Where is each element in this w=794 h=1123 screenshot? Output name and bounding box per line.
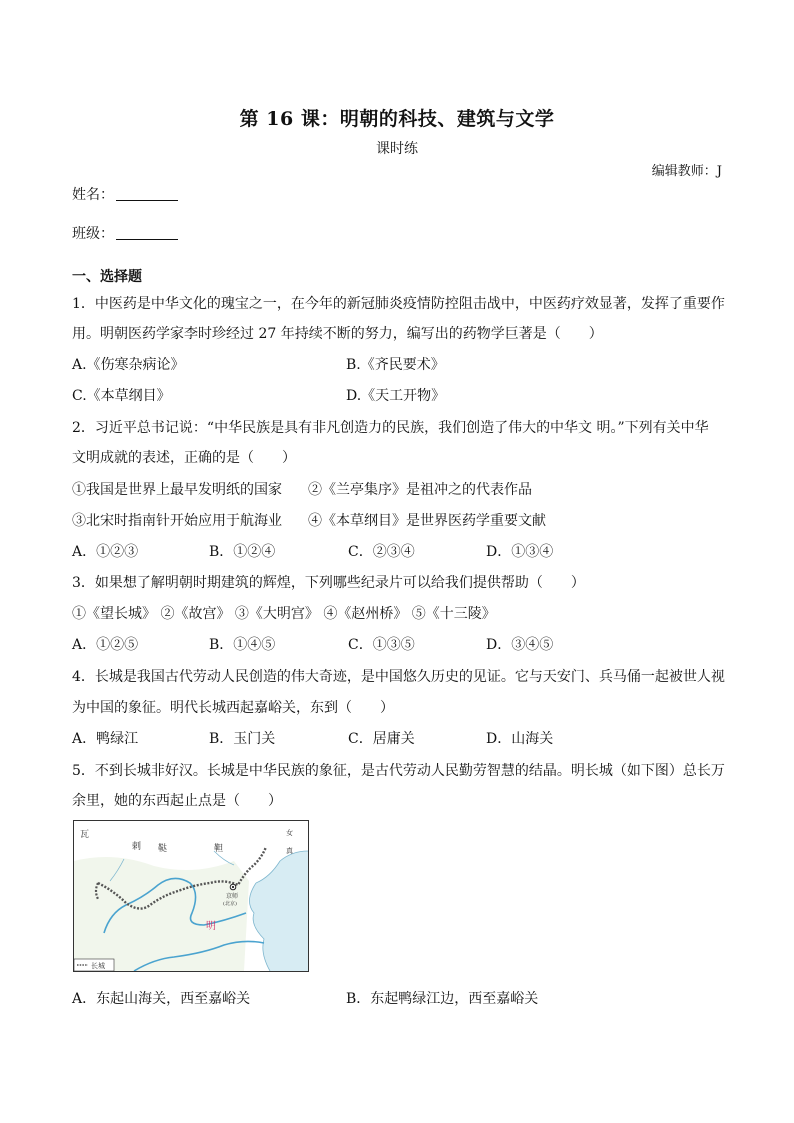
q5-option-b[interactable]: B．东起鸭绿江边，西至嘉峪关 xyxy=(346,991,539,1007)
class-field xyxy=(72,223,178,243)
q4-stem-line1: 4．长城是我国古代劳动人民创造的伟大奇迹，是中国悠久历史的见证。它与天安门、兵马俑一起被世人视 xyxy=(72,669,725,685)
q2-option-c[interactable]: C．②③④ xyxy=(348,544,415,560)
map-label-la: 剌 xyxy=(132,842,142,852)
map-label-wa: 瓦 xyxy=(80,830,90,840)
ming-great-wall-map xyxy=(73,820,309,972)
name-label: 姓名： xyxy=(72,187,114,203)
q1-stem-line1: 1．中医药是中华文化的瑰宝之一，在今年的新冠肺炎疫情防控阻击战中，中医药疗效显著，发挥了重要作 xyxy=(72,296,725,312)
q5-stem-line1: 5．不到长城非好汉。长城是中华民族的象征，是古代劳动人民勤劳智慧的结晶。明长城（如下图）总长万 xyxy=(72,763,725,779)
editor-label: 编辑教师：J xyxy=(651,164,722,179)
q4-option-a[interactable]: A．鸭绿江 xyxy=(72,731,139,747)
q4-option-d[interactable]: D．山海关 xyxy=(486,731,554,747)
page-subtitle: 课时练 xyxy=(376,141,418,157)
page-title: 第 16 课：明朝的科技、建筑与文学 xyxy=(239,108,555,130)
map-label-beijing: (北京) xyxy=(223,901,237,907)
q2-statement-2: ②《兰亭集序》是祖冲之的代表作品 xyxy=(308,482,532,498)
q2-statement-4: ④《本草纲目》是世界医药学重要文献 xyxy=(308,513,546,529)
q2-option-d[interactable]: D．①③④ xyxy=(486,544,554,560)
q3-option-a[interactable]: A．①②⑤ xyxy=(72,637,139,653)
map-label-nv: 女 xyxy=(286,829,293,837)
name-field xyxy=(72,184,178,204)
q3-stem-line2: ①《望长城》 ②《故宫》 ③《大明宫》 ④《赵州桥》 ⑤《十三陵》 xyxy=(72,606,496,622)
q5-option-a[interactable]: A．东起山海关，西至嘉峪关 xyxy=(72,991,251,1007)
map-label-capital: 京师 xyxy=(226,893,239,900)
name-blank[interactable] xyxy=(116,186,178,201)
map-label-da: 鞑 xyxy=(158,844,168,854)
q4-option-c[interactable]: C．居庸关 xyxy=(348,731,415,747)
map-legend-label: 长城 xyxy=(91,962,105,970)
map-sea xyxy=(249,851,308,971)
q2-statement-1: ①我国是世界上最早发明纸的国家 xyxy=(72,482,282,498)
q1-option-d[interactable]: D.《天工开物》 xyxy=(346,388,446,404)
class-blank[interactable] xyxy=(116,225,178,240)
q1-option-a[interactable]: A.《伤寒杂病论》 xyxy=(72,357,185,373)
q3-stem-line1: 3．如果想了解明朝时期建筑的辉煌，下列哪些纪录片可以给我们提供帮助（ ） xyxy=(72,575,585,591)
q1-option-c[interactable]: C.《本草纲目》 xyxy=(72,388,171,404)
q3-option-c[interactable]: C．①③⑤ xyxy=(348,637,415,653)
q2-option-a[interactable]: A．①②③ xyxy=(72,544,139,560)
q4-option-b[interactable]: B．玉门关 xyxy=(209,731,276,747)
class-label: 班级： xyxy=(72,226,114,242)
q5-stem-line2: 余里，她的东西起止点是（ ） xyxy=(72,793,282,809)
map-label-dan: 靼 xyxy=(214,844,224,854)
section-heading: 一、选择题 xyxy=(72,269,142,285)
q2-statement-3: ③北宋时指南针开始应用于航海业 xyxy=(72,513,282,529)
q2-stem-line1: 2．习近平总书记说：“中华民族是具有非凡创造力的民族，我们创造了伟大的中华文 明。”下列有关中华 xyxy=(72,420,709,436)
q4-stem-line2: 为中国的象征。明代长城西起嘉峪关，东到（ ） xyxy=(72,700,394,716)
map-land-region xyxy=(74,857,249,971)
q1-stem-line2: 用。明朝医药学家李时珍经过 27 年持续不断的努力，编写出的药物学巨著是（ ） xyxy=(72,326,603,342)
q3-option-d[interactable]: D．③④⑤ xyxy=(486,637,554,653)
map-label-ming: 明 xyxy=(206,921,216,932)
q3-option-b[interactable]: B．①④⑤ xyxy=(209,637,276,653)
q1-option-b[interactable]: B.《齐民要术》 xyxy=(346,357,445,373)
q2-stem-line2: 文明成就的表述，正确的是（ ） xyxy=(72,450,296,466)
q2-option-b[interactable]: B．①②④ xyxy=(209,544,276,560)
map-label-zhen: 真 xyxy=(286,847,293,855)
